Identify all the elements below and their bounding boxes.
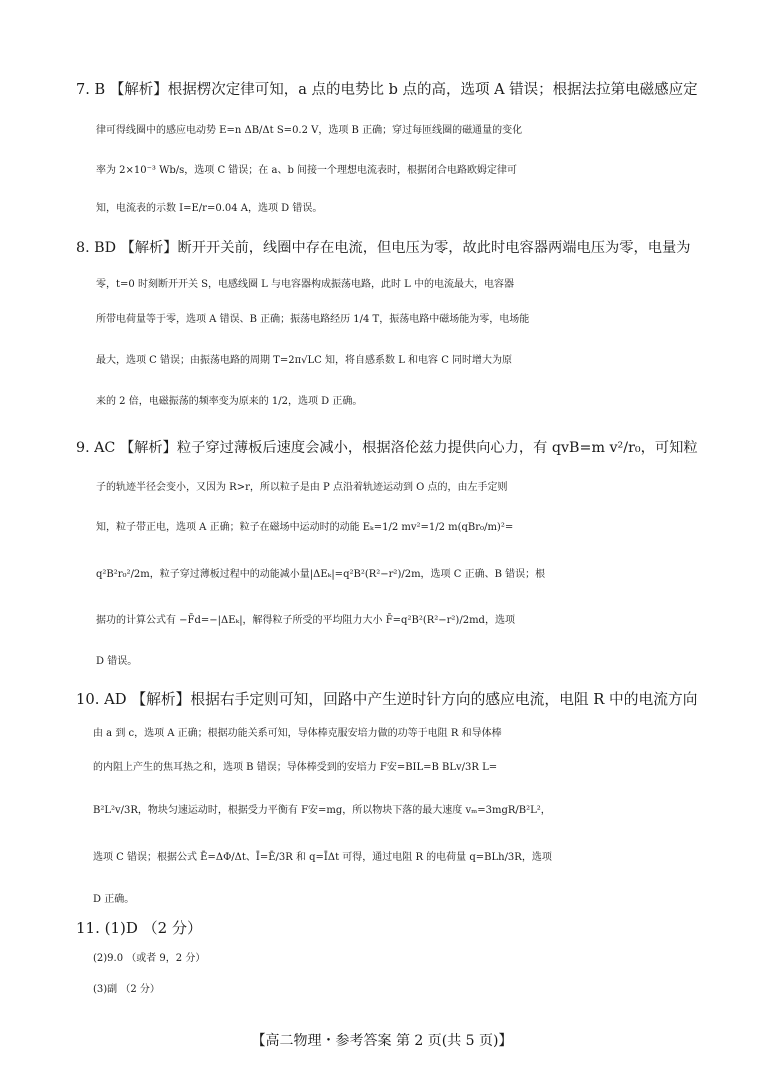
q9-line-5: 据功的计算公式有 −F̄d=−|ΔEₖ|，解得粒子所受的平均阻力大小 F̄=q²B²(R²−r²)/2md，选项	[96, 615, 515, 626]
q9-line-4: q²B²r₀²/2m，粒子穿过薄板过程中的动能减小量|ΔEₖ|=q²B²(R²−r²)/2m，选项 C 正确、B 错误；根	[96, 569, 546, 580]
q10-line-5: 选项 C 错误；根据公式 Ē=ΔΦ/Δt、Ī=Ē/3R 和 q=ĪΔt 可得，通过电阻 R 的电荷量 q=BLh/3R，选项	[93, 852, 552, 863]
q7-line-4: 知，电流表的示数 I=E/r=0.04 A，选项 D 错误。	[96, 203, 323, 214]
q10-line-3: 的内阻上产生的焦耳热之和，选项 B 错误；导体棒受到的安培力 F安=BIL=B BLv/3R L=	[93, 762, 498, 773]
q9-line-6: D 错误。	[96, 656, 138, 667]
q10-line-6: D 正确。	[93, 894, 135, 905]
q11-part-3: (3)副 （2 分）	[93, 984, 160, 995]
q10-line-2: 由 a 到 c，选项 A 正确；根据功能关系可知，导体棒克服安培力做的功等于电阻 R 和导体棒	[93, 728, 502, 739]
page-footer: 【高二物理・参考答案 第 2 页(共 5 页)】	[251, 1033, 513, 1049]
q9-line-1: 9. AC 【解析】粒子穿过薄板后速度会减小，根据洛伦兹力提供向心力，有 qvB=m v²/r₀，可知粒	[76, 440, 698, 456]
q8-line-4: 最大，选项 C 错误；由振荡电路的周期 T=2π√LC 知，将自感系数 L 和电容 C 同时增大为原	[96, 355, 513, 366]
q8-line-1: 8. BD 【解析】断开开关前，线圈中存在电流，但电压为零，故此时电容器两端电压为零，电量为	[76, 240, 691, 256]
q8-line-2: 零，t=0 时刻断开开关 S，电感线圈 L 与电容器构成振荡电路，此时 L 中的电流最大，电容器	[96, 279, 514, 290]
q7-line-2: 律可得线圈中的感应电动势 E=n ΔB/Δt S=0.2 V，选项 B 正确；穿过每匝线圈的磁通量的变化	[96, 125, 523, 136]
q10-line-4: B²L²v/3R，物块匀速运动时，根据受力平衡有 F安=mg，所以物块下落的最大速度 vₘ=3mgR/B²L²，	[93, 805, 551, 816]
q11-part-2: (2)9.0 （或者 9，2 分）	[93, 953, 206, 964]
q10-line-1: 10. AD 【解析】根据右手定则可知，回路中产生逆时针方向的感应电流，电阻 R 中的电流方向	[76, 691, 698, 708]
q11-part-1: 11. (1)D （2 分）	[76, 919, 202, 937]
q9-line-2: 子的轨迹半径会变小，又因为 R>r，所以粒子是由 P 点沿着轨迹运动到 O 点的，由左手定则	[96, 482, 508, 493]
q7-line-3: 率为 2×10⁻³ Wb/s，选项 C 错误；在 a、b 间接一个理想电流表时，根据闭合电路欧姆定律可	[96, 165, 518, 176]
q7-line-1: 7. B 【解析】根据楞次定律可知，a 点的电势比 b 点的高，选项 A 错误；根据法拉第电磁感应定	[76, 82, 698, 98]
q9-line-3: 知，粒子带正电，选项 A 正确；粒子在磁场中运动时的动能 Eₖ=1/2 mv²=1/2 m(qBr₀/m)²=	[96, 522, 514, 533]
q8-line-5: 来的 2 倍，电磁振荡的频率变为原来的 1/2，选项 D 正确。	[96, 396, 363, 407]
q8-line-3: 所带电荷量等于零，选项 A 错误、B 正确；振荡电路经历 1/4 T，振荡电路中磁场能为零，电场能	[96, 314, 530, 325]
